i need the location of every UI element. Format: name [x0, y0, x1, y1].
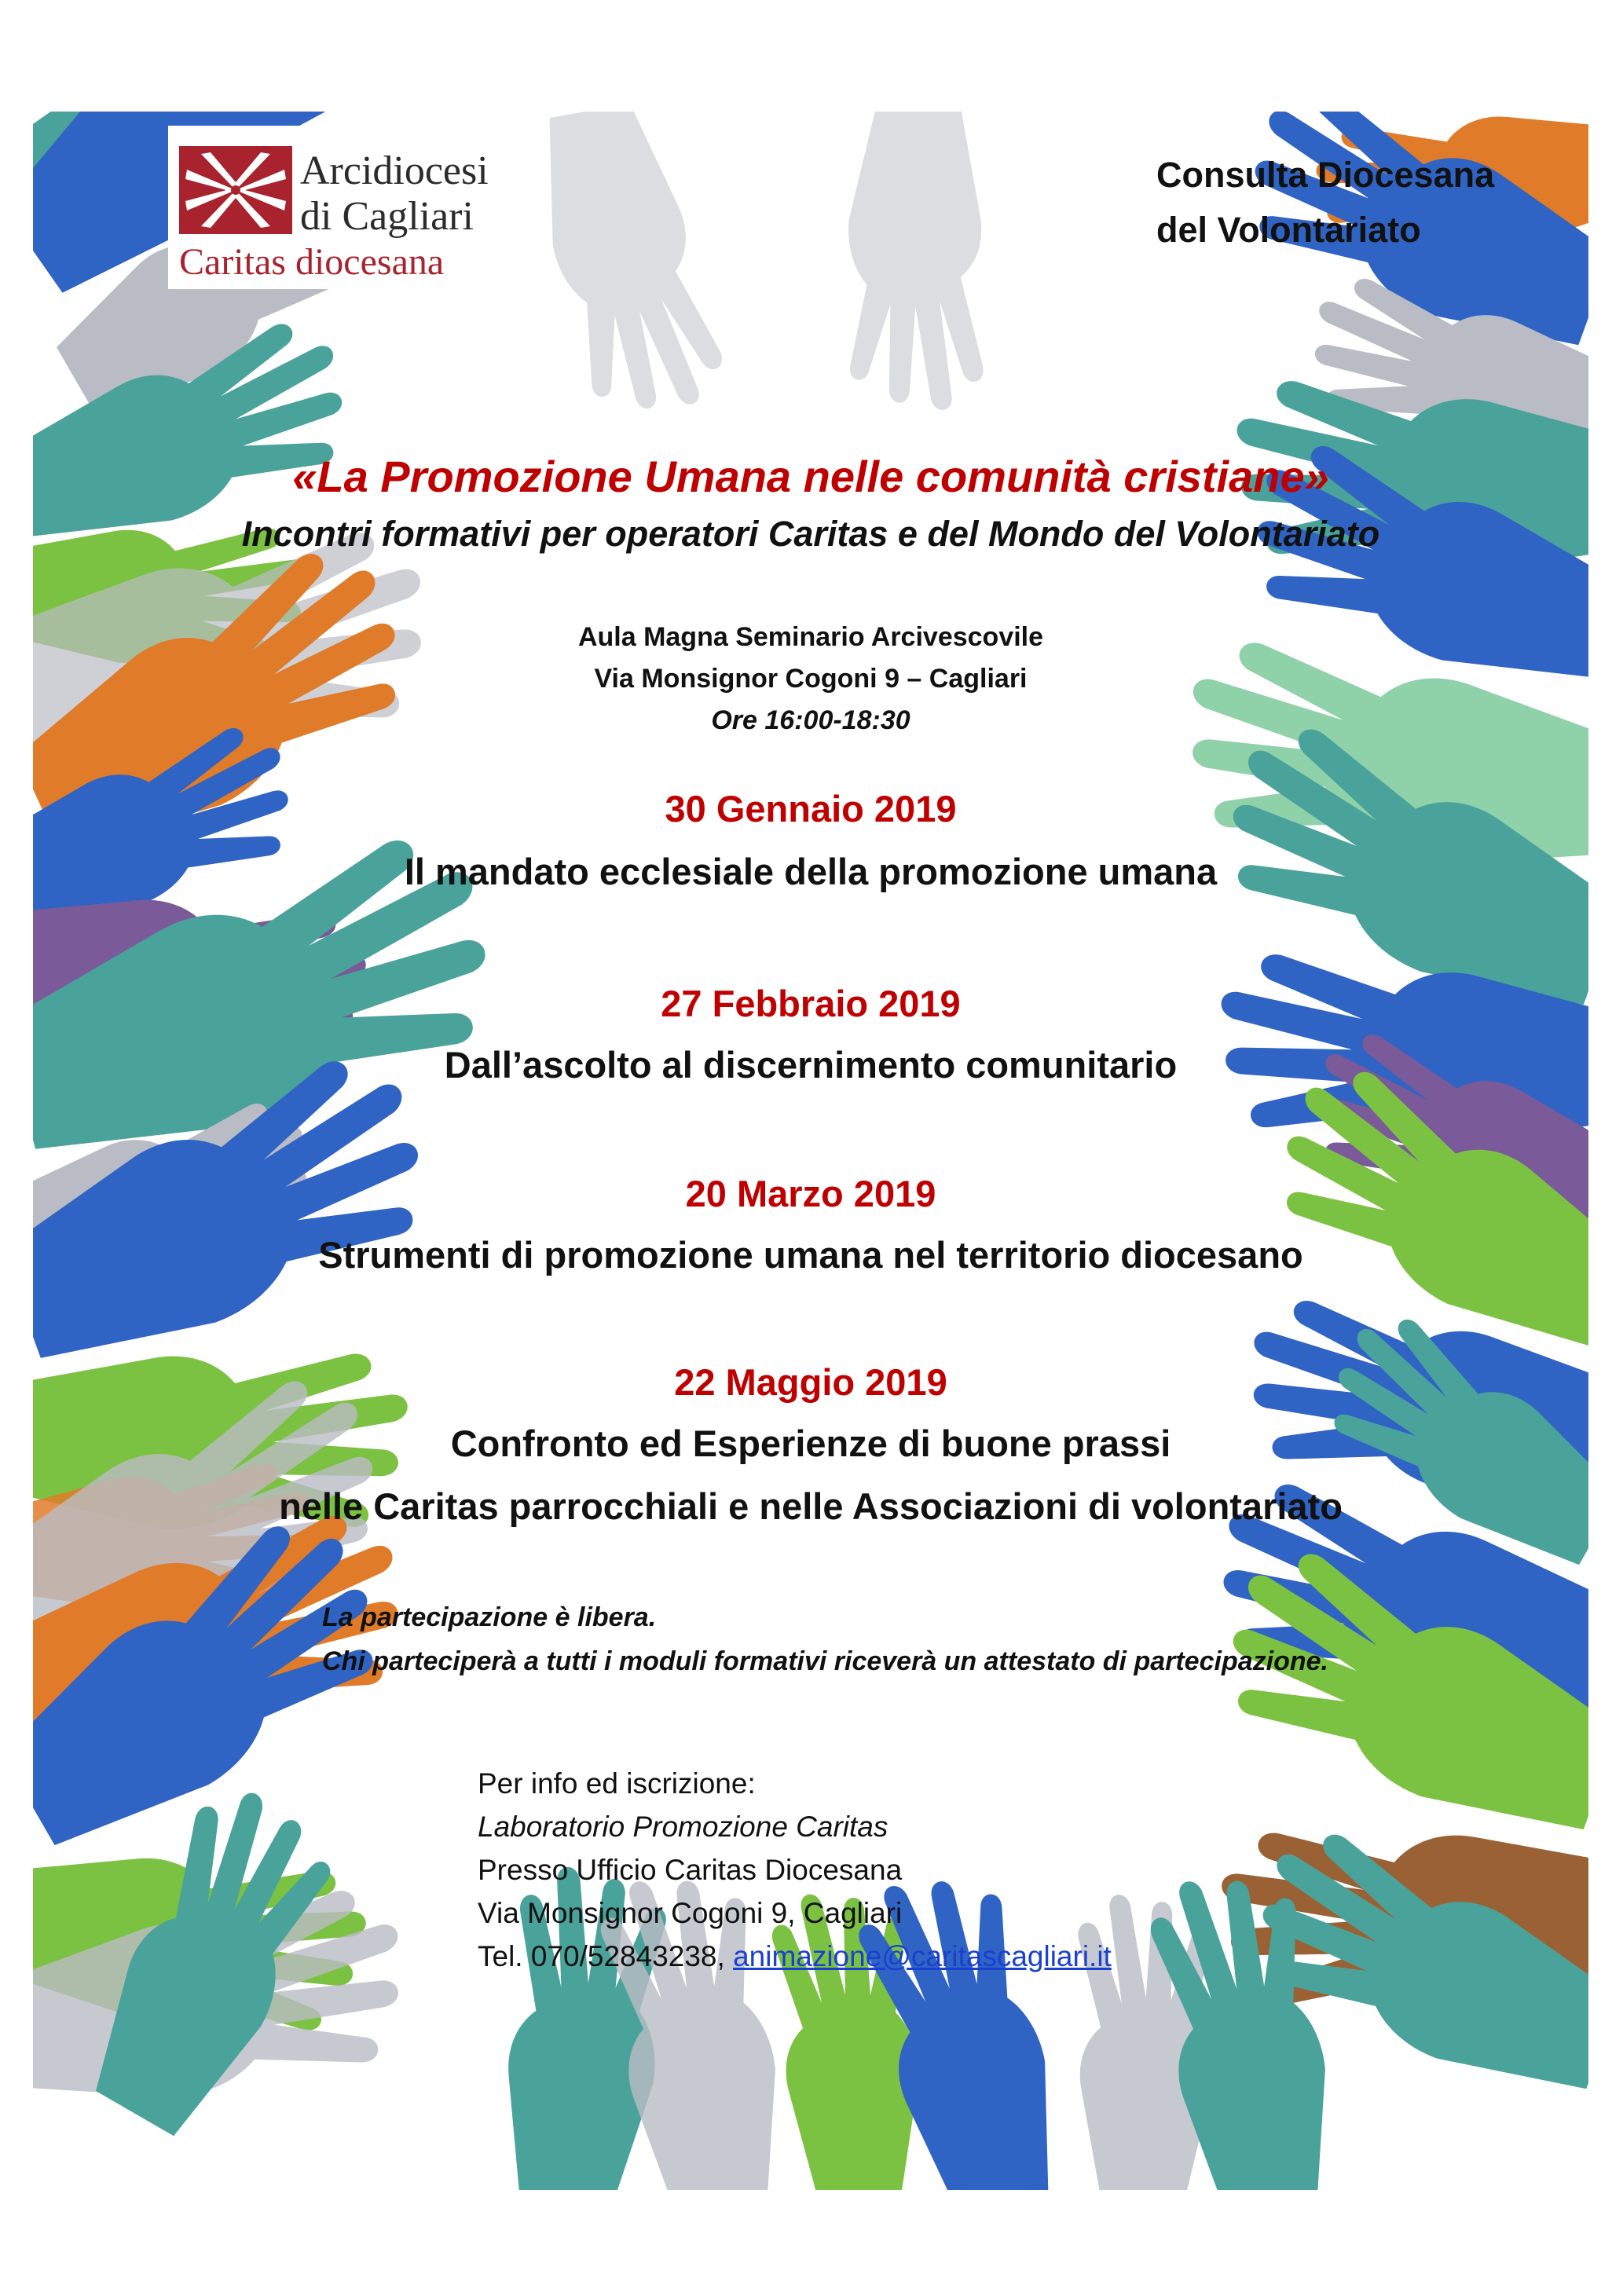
info-address: Via Monsignor Cogoni 9, Cagliari	[478, 1897, 903, 1929]
info-lab-name: Laboratorio Promozione Caritas	[478, 1811, 888, 1843]
info-office: Presso Ufficio Caritas Diocesana	[478, 1854, 903, 1886]
venue-name: Aula Magna Seminario Arcivescovile	[577, 622, 1044, 652]
email-link[interactable]: animazione@caritascagliari.it	[733, 1940, 1112, 1972]
venue-hours: Ore 16:00-18:30	[711, 705, 910, 735]
event-topic: Confronto ed Esperienze di buone prassi	[450, 1423, 1171, 1464]
caritas-cross-icon	[179, 146, 292, 234]
info-heading: Per info ed iscrizione:	[478, 1767, 756, 1800]
poster	[33, 112, 1588, 2190]
event-date: 27 Febbraio 2019	[661, 983, 961, 1024]
certificate-note: Chi parteciperà a tutti i moduli formativi riceverà un attestato di partecipazione.	[322, 1646, 1328, 1676]
logo-text-caritas: Caritas diocesana	[179, 241, 445, 283]
event-date: 20 Marzo 2019	[685, 1173, 936, 1214]
participation-note: La partecipazione è libera.	[322, 1602, 657, 1632]
event-topic: nelle Caritas parrocchiali e nelle Associazioni di volontariato	[279, 1485, 1343, 1527]
phone-number: Tel. 070/52843238,	[478, 1940, 734, 1972]
poster-subtitle: Incontri formativi per operatori Caritas e del Mondo del Volontariato	[241, 514, 1380, 554]
consulta-line-1: Consulta Diocesana	[1156, 155, 1495, 195]
event-topic: Il mandato ecclesiale della promozione umana	[404, 851, 1218, 892]
logo-text-cagliari: di Cagliari	[300, 194, 474, 239]
info-contact	[478, 1940, 1112, 1973]
logo-text-arcidiocesi: Arcidiocesi	[300, 148, 489, 193]
caritas-logo	[168, 126, 507, 289]
event-topic: Dall’ascolto al discernimento comunitario	[444, 1044, 1178, 1086]
event-date: 30 Gennaio 2019	[665, 788, 957, 829]
event-topic: Strumenti di promozione umana nel territorio diocesano	[318, 1234, 1303, 1276]
poster-title: «La Promozione Umana nelle comunità cristiane»	[292, 452, 1329, 501]
event-date: 22 Maggio 2019	[674, 1361, 947, 1403]
venue-address: Via Monsignor Cogoni 9 – Cagliari	[594, 664, 1028, 694]
consulta-heading	[1156, 148, 1494, 258]
consulta-line-2: del Volontariato	[1156, 210, 1421, 250]
